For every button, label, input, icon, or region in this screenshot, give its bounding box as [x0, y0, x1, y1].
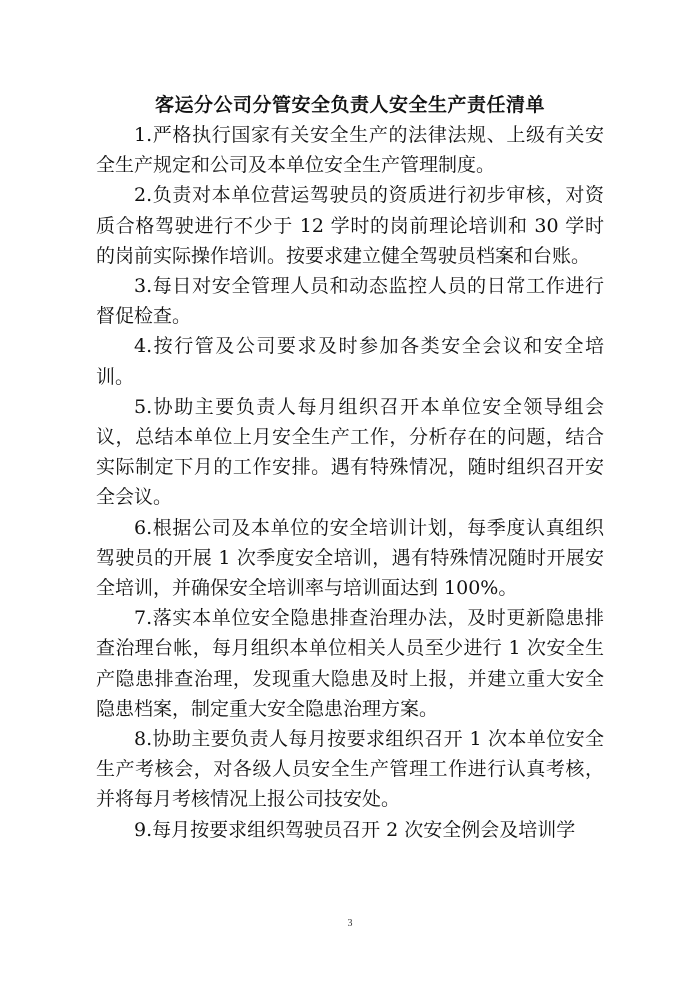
document-body: [96, 120, 604, 845]
paragraph-3: 3.每日对安全管理人员和动态监控人员的日常工作进行督促检查。: [96, 275, 604, 328]
page-number: 3: [347, 918, 353, 929]
document-title: 客运分公司分管安全负责人安全生产责任清单: [154, 94, 545, 116]
paragraph-2: 2.负责对本单位营运驾驶员的资质进行初步审核，对资质合格驾驶进行不少于 12 学时的岗前理论培训和 30 学时的岗前实际操作培训。按要求建立健全驾驶员档案和台账。: [96, 184, 604, 267]
paragraph-1: 1.严格执行国家有关安全生产的法律法规、上级有关安全生产规定和公司及本单位安全生产管理制度。: [96, 124, 604, 177]
paragraph-4: 4.按行管及公司要求及时参加各类安全会议和安全培训。: [96, 335, 604, 388]
paragraph-9: 9.每月按要求组织驾驶员召开 2 次安全例会及培训学: [134, 818, 576, 841]
paragraph-6: 6.根据公司及本单位的安全培训计划，每季度认真组织驾驶员的开展 1 次季度安全培训，遇有特殊情况随时开展安全培训，并确保安全培训率与培训面达到 100%。: [96, 516, 604, 600]
paragraph-8: 8.协助主要负责人每月按要求组织召开 1 次本单位安全生产考核会，对各级人员安全生产管理工作进行认真考核，并将每月考核情况上报公司技安处。: [96, 728, 604, 811]
paragraph-7: 7.落实本单位安全隐患排查治理办法，及时更新隐患排查治理台帐，每月组织本单位相关人员至少进行 1 次安全生产隐患排查治理，发现重大隐患及时上报，并建立重大安全隐患档案，制定重大安全隐患治理方案。: [96, 607, 604, 720]
paragraph-5: 5.协助主要负责人每月组织召开本单位安全领导组会议，总结本单位上月安全生产工作，分析存在的问题，结合实际制定下月的工作安排。遇有特殊情况，随时组织召开安全会议。: [96, 395, 604, 509]
